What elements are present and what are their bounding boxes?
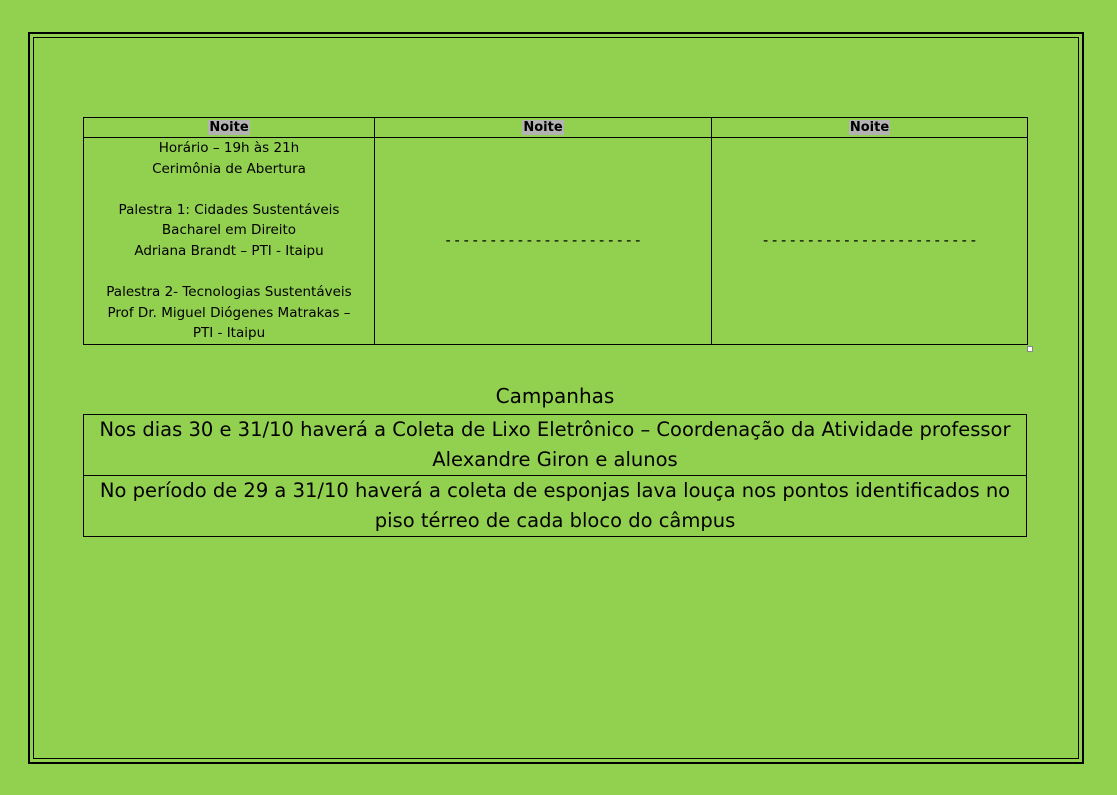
spacer bbox=[84, 179, 374, 200]
lecture-2-organization: PTI - Itaipu bbox=[192, 325, 266, 342]
schedule-header-row bbox=[84, 118, 1028, 138]
placeholder-dashes: ---------------------- bbox=[443, 231, 643, 250]
lecture-2-speaker: Prof Dr. Miguel Diógenes Matrakas – bbox=[107, 304, 351, 321]
schedule-cell-program bbox=[84, 138, 375, 345]
spacer bbox=[84, 262, 374, 283]
lecture-2-title: Palestra 2- Tecnologias Sustentáveis bbox=[106, 284, 352, 301]
schedule-header-cell bbox=[84, 118, 375, 138]
schedule-header-label: Noite bbox=[523, 120, 563, 135]
campaign-item: Nos dias 30 e 31/10 haverá a Coleta de Lixo Eletrônico – Coordenação da Atividade professor Alexandre Giron e alunos bbox=[84, 415, 1027, 476]
schedule-cell-empty bbox=[712, 138, 1028, 345]
schedule-header-cell bbox=[375, 118, 712, 138]
schedule-time: Horário – 19h às 21h bbox=[158, 140, 300, 157]
campaign-row bbox=[84, 476, 1027, 537]
campaigns-title: Campanhas bbox=[495, 384, 615, 408]
schedule-header-label: Noite bbox=[209, 120, 249, 135]
placeholder-dashes: ------------------------ bbox=[761, 231, 978, 250]
schedule-header-label: Noite bbox=[849, 120, 890, 135]
table-resize-handle[interactable] bbox=[1027, 346, 1033, 352]
lecture-1-speaker-role: Bacharel em Direito bbox=[161, 222, 297, 239]
schedule-header-cell bbox=[712, 118, 1028, 138]
campaign-row bbox=[84, 415, 1027, 476]
campaigns-table bbox=[83, 414, 1027, 537]
opening-ceremony: Cerimônia de Abertura bbox=[152, 160, 306, 177]
campaign-item: No período de 29 a 31/10 haverá a coleta de esponjas lava louça nos pontos identificados no piso térreo de cada bloco do câmpus bbox=[84, 476, 1027, 537]
schedule-body-row bbox=[84, 138, 1028, 345]
schedule-table bbox=[83, 117, 1028, 345]
lecture-1-speaker: Adriana Brandt – PTI - Itaipu bbox=[134, 243, 324, 259]
schedule-cell-empty bbox=[375, 138, 712, 345]
lecture-1-title: Palestra 1: Cidades Sustentáveis bbox=[118, 201, 340, 218]
